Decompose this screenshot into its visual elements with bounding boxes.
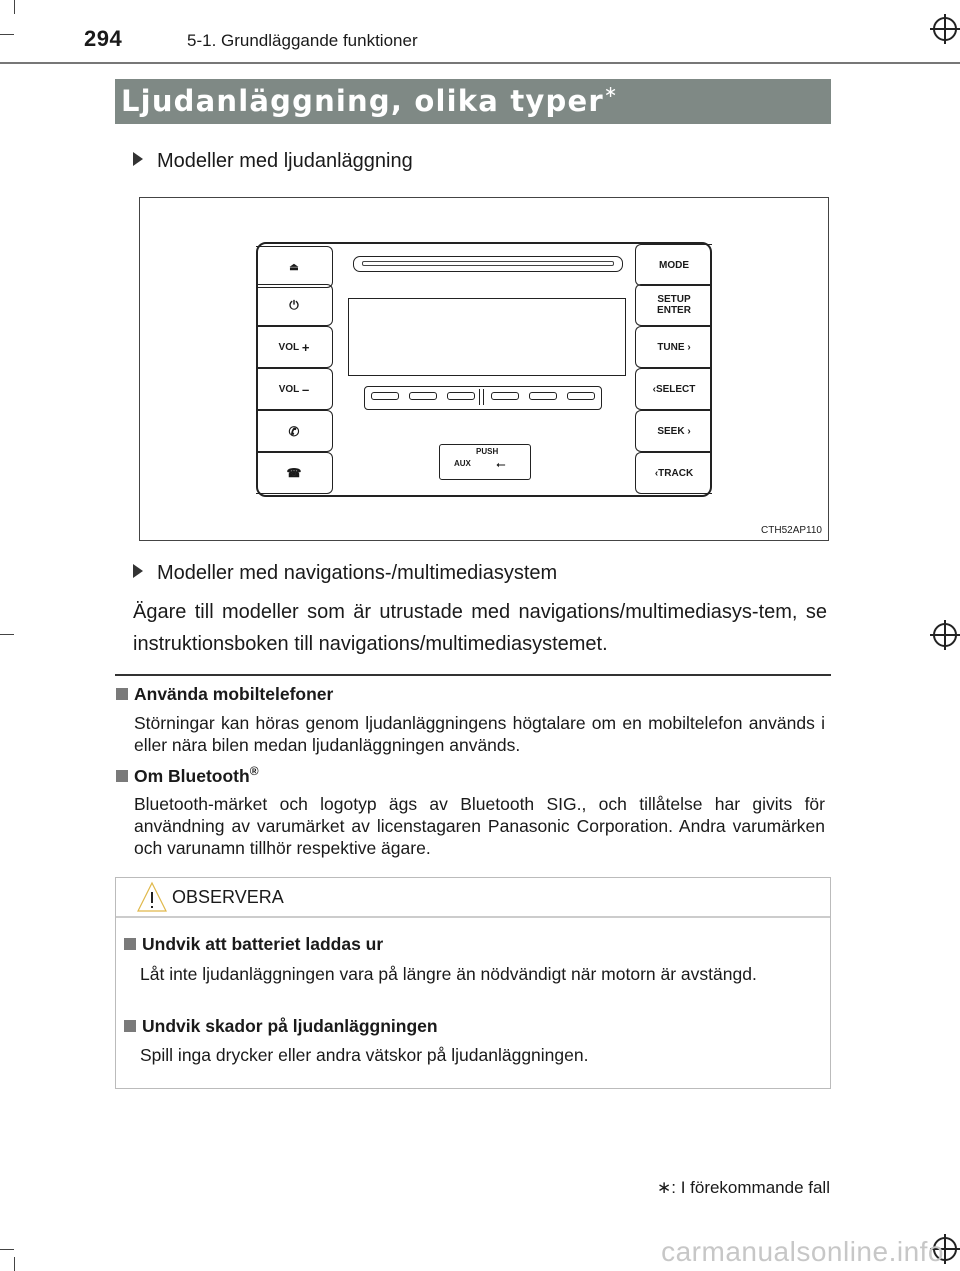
seek-label: SEEK (657, 425, 685, 437)
chevron-right-icon: › (687, 425, 691, 437)
preset-button (447, 392, 475, 400)
volume-up-button (256, 326, 333, 368)
preset-button (567, 392, 595, 400)
crop-mark (0, 1249, 14, 1250)
registered-mark: ® (249, 764, 259, 778)
crop-mark (14, 1257, 15, 1271)
mode-label: MODE (659, 259, 689, 271)
eject-button (256, 246, 333, 288)
note-body: Störningar kan höras genom ljudanläggningens högtalare om en mobiltelefon används i eller nära bilen medan ljudanläggningen används. (134, 713, 825, 755)
footnote-text: : I förekommande fall (671, 1178, 830, 1197)
model-bullet (133, 150, 413, 173)
triangle-bullet-icon (133, 152, 143, 166)
caution-body: Spill inga drycker eller andra vätskor på ljudanläggningen. (140, 1045, 589, 1065)
tune-button (635, 326, 712, 368)
preset-button (371, 392, 399, 400)
nav-instructions: Ägare till modeller som är utrustade med navigations/multimediasys-tem, se instruktionsboken till navigations/multimediasystemet. (133, 601, 827, 655)
usb-push-label: PUSH (476, 447, 499, 456)
enter-label: ENTER (657, 305, 691, 316)
crop-mark (0, 634, 14, 635)
title-asterisk: ∗ (603, 82, 619, 101)
note-heading (116, 684, 333, 705)
phone-hangup-button (256, 452, 333, 494)
tune-label: TUNE (657, 341, 685, 353)
note-body: Bluetooth-märket och logotyp ägs av Bluetooth SIG., och tillåtelse har givits för användning av varumärket av licenstagaren Panasonic Corporation. Andra varumärken och varunamn tillhör respektive ägare. (134, 794, 825, 858)
aux-label: AUX (454, 459, 471, 468)
usb-aux-port (439, 444, 531, 480)
caution-heading (124, 934, 383, 955)
chevron-left-icon: ‹ (654, 467, 659, 479)
select-button (635, 368, 712, 410)
watermark: carmanualsonline.info (661, 1236, 944, 1267)
page-title-text: Ljudanläggning, olika typer (121, 84, 604, 118)
section-title: 5-1. Grundläggande funktioner (187, 31, 418, 50)
footnote-mark: ∗ (657, 1178, 672, 1197)
preset-buttons (364, 386, 602, 410)
volume-down-button (256, 368, 333, 410)
phone-pickup-button (256, 410, 333, 452)
eject-icon: ⏏ (289, 261, 299, 273)
preset-button (409, 392, 437, 400)
phone-pickup-icon: ✆ (288, 423, 300, 439)
square-bullet-icon (124, 938, 136, 950)
phone-hangup-icon: ☎ (286, 465, 302, 480)
section-divider (115, 674, 831, 676)
note-heading-text: Om Bluetooth (134, 765, 250, 786)
model-bullet (133, 562, 557, 585)
usb-icon: ⭠ (496, 457, 506, 471)
registration-mark-icon (930, 14, 960, 44)
note-heading-text: Använda mobiltelefoner (134, 684, 334, 704)
cd-slot (353, 256, 623, 272)
figure-code: CTH52AP110 (761, 525, 822, 536)
setup-enter-button (635, 284, 712, 326)
chevron-left-icon: ‹ (652, 383, 656, 395)
page-number: 294 (84, 26, 123, 51)
registration-mark-icon (930, 620, 960, 650)
caution-heading-text: Undvik skador på ljudanläggningen (142, 1016, 438, 1036)
track-button (635, 452, 712, 494)
footnote (657, 1178, 830, 1198)
header-divider (0, 62, 960, 64)
model-label: Modeller med ljudanläggning (157, 150, 413, 172)
crop-mark (0, 34, 14, 35)
note-heading (116, 764, 259, 787)
radio-display (348, 298, 626, 376)
crop-mark (14, 0, 15, 14)
seek-button (635, 410, 712, 452)
caution-box (115, 877, 831, 1089)
page-title (121, 84, 618, 118)
caution-heading-text: Undvik att batteriet laddas ur (142, 934, 384, 954)
chevron-right-icon: › (687, 341, 691, 353)
square-bullet-icon (116, 688, 128, 700)
setup-label: SETUP (657, 294, 691, 305)
radio-faceplate (256, 242, 712, 497)
caution-heading (124, 1016, 438, 1037)
preset-button (491, 392, 519, 400)
minus-icon: – (302, 381, 310, 397)
select-label: SELECT (655, 383, 696, 395)
mode-button (635, 244, 712, 286)
caution-title: OBSERVERA (172, 887, 284, 907)
caution-body: Låt inte ljudanläggningen vara på längre än nödvändigt när motorn är avstängd. (140, 964, 757, 984)
power-button (256, 284, 333, 326)
warning-triangle-icon (136, 881, 168, 913)
vol-label: VOL (278, 341, 300, 353)
radio-illustration (139, 197, 829, 541)
plus-icon: + (301, 339, 310, 355)
square-bullet-icon (124, 1020, 136, 1032)
power-icon: ⏻ (289, 297, 299, 312)
triangle-bullet-icon (133, 564, 143, 578)
model-label: Modeller med navigations-/multimediasystem (157, 562, 558, 584)
caution-divider (116, 916, 830, 918)
vol-label: VOL (278, 383, 300, 395)
preset-button (529, 392, 557, 400)
track-label: TRACK (658, 467, 694, 479)
square-bullet-icon (116, 770, 128, 782)
